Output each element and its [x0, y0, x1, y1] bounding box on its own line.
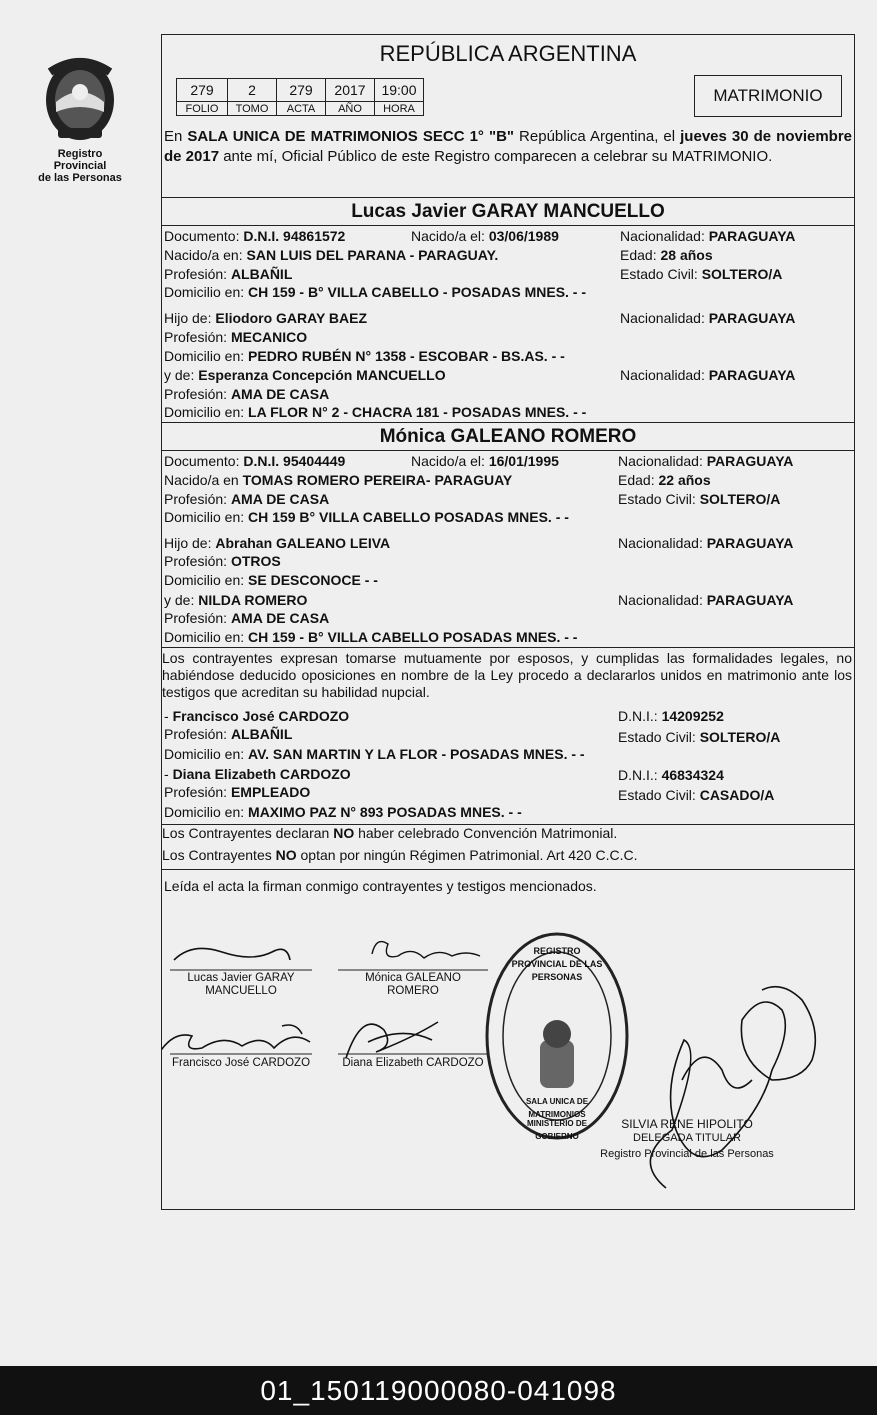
officer-role: DELEGADA TITULAR	[633, 1132, 741, 1144]
witness1-civil-status: Estado Civil: SOLTERO/A	[618, 729, 781, 745]
intro-paragraph	[164, 127, 852, 167]
witness1-profession: Profesión: ALBAÑIL	[164, 726, 293, 742]
acta-label: ACTA	[277, 102, 326, 116]
page-title: REPÚBLICA ARGENTINA	[379, 41, 637, 66]
signature-caption-francisco: Francisco José CARDOZO	[171, 1057, 311, 1069]
spouse2-mother-profession: Profesión: AMA DE CASA	[164, 610, 330, 626]
anio-label: AÑO	[326, 102, 375, 116]
witness2-profession: Profesión: EMPLEADO	[164, 784, 311, 800]
spouse2-birthplace: Nacido/a en TOMAS ROMERO PEREIRA- PARAGUAY	[164, 472, 513, 488]
spouse1-civil-status: Estado Civil: SOLTERO/A	[620, 266, 783, 282]
declaration-paragraph: Los contrayentes expresan tomarse mutuamente por esposos, y cumplidas las formalidades legales, no habiéndose deducido oposiciones en nombre de la Ley procedo a declararlos unidos en matrimonio ante los testigos que acreditan su habilidad nupcial.	[162, 650, 852, 700]
spouse1-mother: y de: Esperanza Concepción MANCUELLO	[164, 367, 446, 383]
spouse2-address: Domicilio en: CH 159 B° VILLA CABELLO POSADAS MNES. - -	[164, 509, 569, 525]
spouse2-age: Edad: 22 años	[618, 472, 711, 488]
signature-scribble-4	[346, 1022, 438, 1058]
spouse2-father: Hijo de: Abrahan GALEANO LEIVA	[164, 535, 391, 551]
acta-value: 279	[277, 79, 326, 102]
spouse1-mother-nationality: Nacionalidad: PARAGUAYA	[620, 367, 796, 383]
spouse2-profession: Profesión: AMA DE CASA	[164, 491, 330, 507]
document-code-footer: 01_150119000080-041098	[0, 1366, 877, 1415]
regime-statement: Los Contrayentes NO optan por ningún Régimen Patrimonial. Art 420 C.C.C.	[162, 847, 638, 863]
spouse1-father: Hijo de: Eliodoro GARAY BAEZ	[164, 310, 368, 326]
stamp-ring-text: REGISTRO PROVINCIAL DE LAS PERSONAS	[511, 946, 603, 982]
logo-caption-line1: Registro Provincial	[53, 148, 107, 172]
intro-text-1: En	[164, 128, 188, 145]
spouse1-birthdate: Nacido/a el: 03/06/1989	[411, 228, 559, 244]
spouse1-father-profession: Profesión: MECANICO	[164, 329, 308, 345]
stamp-bottom-text: MINISTERIO DE GOBIERNO	[526, 1119, 587, 1141]
divider	[162, 197, 854, 198]
officer-name: SILVIA RENE HIPOLITO	[621, 1117, 753, 1131]
spouse2-father-profession: Profesión: OTROS	[164, 553, 281, 569]
spouse2-name: Mónica GALEANO ROMERO	[379, 426, 637, 447]
divider	[162, 422, 854, 423]
witness2-name: - Diana Elizabeth CARDOZO	[164, 766, 351, 782]
logo-caption-line2: de las Personas	[38, 172, 122, 184]
spouse1-address: Domicilio en: CH 159 - B° VILLA CABELLO - POSADAS MNES. - -	[164, 284, 587, 300]
witness2-dni: D.N.I.: 46834324	[618, 767, 724, 783]
spouse1-document: Documento: D.N.I. 94861572	[164, 228, 346, 244]
intro-text-3: ante mí, Oficial Público de este Registro comparecen a celebrar su MATRIMONIO.	[219, 148, 773, 165]
spouse1-birthplace: Nacido/a en: SAN LUIS DEL PARANA - PARAGUAY.	[164, 247, 499, 263]
registry-logo	[30, 52, 130, 184]
spouse2-father-nationality: Nacionalidad: PARAGUAYA	[618, 535, 794, 551]
signature-caption-diana: Diana Elizabeth CARDOZO	[342, 1057, 484, 1069]
spouse2-mother: y de: NILDA ROMERO	[164, 592, 308, 608]
document-type-box: MATRIMONIO	[694, 75, 842, 117]
officer-office: Registro Provincial de las Personas	[600, 1148, 774, 1160]
spouse2-mother-nationality: Nacionalidad: PARAGUAYA	[618, 592, 794, 608]
intro-date: jueves 30 de noviembre de 2017	[164, 128, 853, 165]
signature-scribble-2	[372, 942, 480, 958]
spouse2-father-address: Domicilio en: SE DESCONOCE - -	[164, 572, 378, 588]
spouse1-father-address: Domicilio en: PEDRO RUBÉN N° 1358 - ESCOBAR - BS.AS. - -	[164, 348, 565, 364]
witness1-dni: D.N.I.: 14209252	[618, 708, 724, 724]
spouse1-age: Edad: 28 años	[620, 247, 713, 263]
tomo-value: 2	[228, 79, 277, 102]
divider	[162, 869, 854, 870]
marriage-certificate-form	[161, 34, 855, 1210]
spouse1-nationality: Nacionalidad: PARAGUAYA	[620, 228, 796, 244]
signature-scribble-3	[162, 1025, 310, 1058]
divider	[162, 647, 854, 648]
signature-scribble-1	[174, 948, 290, 960]
witness1-name: - Francisco José CARDOZO	[164, 708, 350, 724]
anio-value: 2017	[326, 79, 375, 102]
witness1-address: Domicilio en: AV. SAN MARTIN Y LA FLOR - POSADAS MNES. - -	[164, 746, 585, 762]
spouse1-mother-profession: Profesión: AMA DE CASA	[164, 386, 330, 402]
convention-statement: Los Contrayentes declaran NO haber celebrado Convención Matrimonial.	[162, 825, 618, 841]
spouse1-father-nationality: Nacionalidad: PARAGUAYA	[620, 310, 796, 326]
stamp-inner-text: SALA UNICA DE MATRIMONIOS	[525, 1097, 589, 1119]
signature-caption-monica: Mónica GALEANO ROMERO	[365, 972, 461, 997]
closing-statement: Leída el acta la firman conmigo contrayentes y testigos mencionados.	[164, 878, 597, 894]
tomo-label: TOMO	[228, 102, 277, 116]
intro-office: SALA UNICA DE MATRIMONIOS SECC 1° "B"	[187, 128, 515, 145]
signature-caption-lucas: Lucas Javier GARAY MANCUELLO	[187, 972, 295, 997]
folio-label: FOLIO	[177, 102, 228, 116]
intro-text-2: República Argentina, el	[514, 128, 681, 145]
spouse2-document: Documento: D.N.I. 95404449	[164, 453, 346, 469]
spouse2-civil-status: Estado Civil: SOLTERO/A	[618, 491, 781, 507]
hora-value: 19:00	[375, 79, 424, 102]
folio-value: 279	[177, 79, 228, 102]
witness2-civil-status: Estado Civil: CASADO/A	[618, 787, 775, 803]
spouse2-birthdate: Nacido/a el: 16/01/1995	[411, 453, 559, 469]
divider	[162, 225, 854, 226]
spouse1-mother-address: Domicilio en: LA FLOR N° 2 - CHACRA 181 - POSADAS MNES. - -	[164, 404, 587, 420]
provincia-misiones-seal-icon	[34, 52, 126, 144]
registry-table	[176, 78, 424, 116]
witness2-address: Domicilio en: MAXIMO PAZ N° 893 POSADAS MNES. - -	[164, 804, 522, 820]
divider	[162, 450, 854, 451]
spouse1-profession: Profesión: ALBAÑIL	[164, 266, 293, 282]
spouse2-nationality: Nacionalidad: PARAGUAYA	[618, 453, 794, 469]
spouse1-name: Lucas Javier GARAY MANCUELLO	[351, 201, 665, 222]
hora-label: HORA	[375, 102, 424, 116]
spouse2-mother-address: Domicilio en: CH 159 - B° VILLA CABELLO POSADAS MNES. - -	[164, 629, 578, 645]
